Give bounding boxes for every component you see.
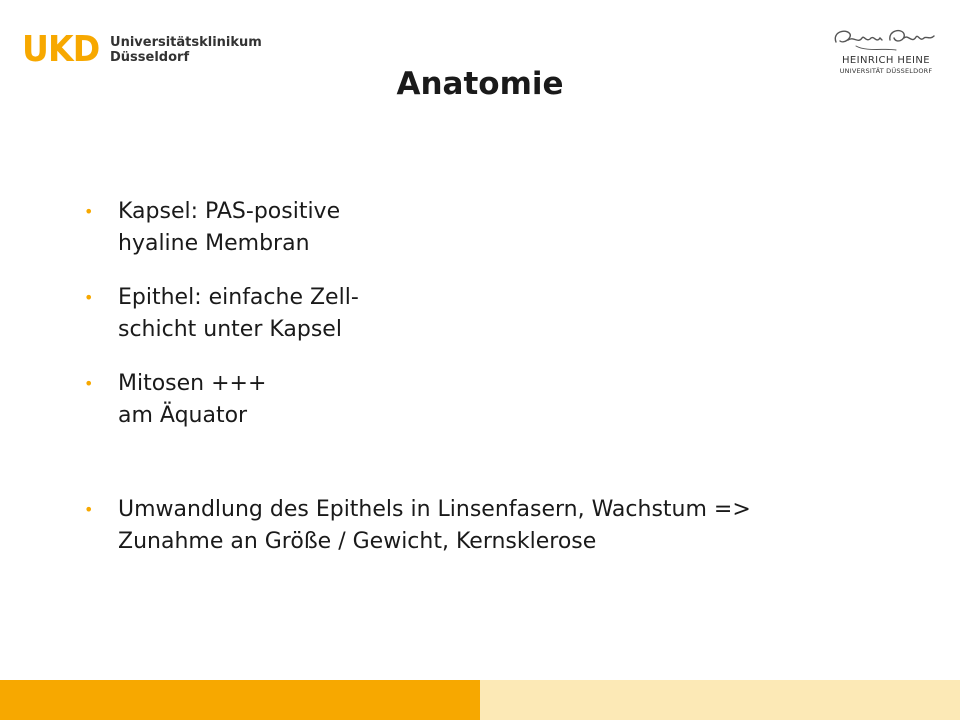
bullet-item: [82, 196, 922, 260]
bullet-line: Epithel: einfache Zell-: [118, 285, 359, 310]
hhu-logo-name: HEINRICH HEINE: [841, 55, 931, 66]
bullet-item: [82, 368, 922, 432]
bullet-item: [82, 282, 922, 346]
bullet-dot-icon: •: [84, 500, 94, 519]
bullet-dot-icon: •: [84, 202, 94, 221]
ukd-logo-line1: Universitätsklinikum: [110, 35, 262, 50]
bullet-line: Zunahme an Größe / Gewicht, Kernsklerose: [118, 529, 597, 554]
hhu-signature-icon: [826, 22, 938, 56]
bullet-line: am Äquator: [118, 403, 248, 428]
ukd-logo-line2: Düsseldorf: [110, 50, 190, 65]
bullet-line: Kapsel: PAS-positive: [118, 199, 341, 224]
bullet-item: [82, 494, 922, 558]
bullet-dot-icon: •: [84, 288, 94, 307]
bullet-line: hyaline Membran: [118, 231, 310, 256]
bullet-dot-icon: •: [84, 374, 94, 393]
bullet-list: [82, 196, 922, 558]
bullet-line: Mitosen +++: [118, 371, 267, 396]
ukd-logo: [22, 30, 262, 70]
footer-accent-right: [480, 680, 960, 720]
ukd-logo-mark: UKD: [22, 29, 100, 70]
bullet-line: Umwandlung des Epithels in Linsenfasern, Wachstum =>: [118, 497, 751, 522]
footer-bar: [0, 680, 960, 720]
slide-title: Anatomie: [396, 66, 564, 102]
hhu-logo-subtitle: UNIVERSITÄT DÜSSELDORF: [839, 67, 933, 75]
footer-accent-left: [0, 680, 480, 720]
ukd-logo-text: [110, 35, 262, 65]
bullet-line: schicht unter Kapsel: [118, 317, 342, 342]
